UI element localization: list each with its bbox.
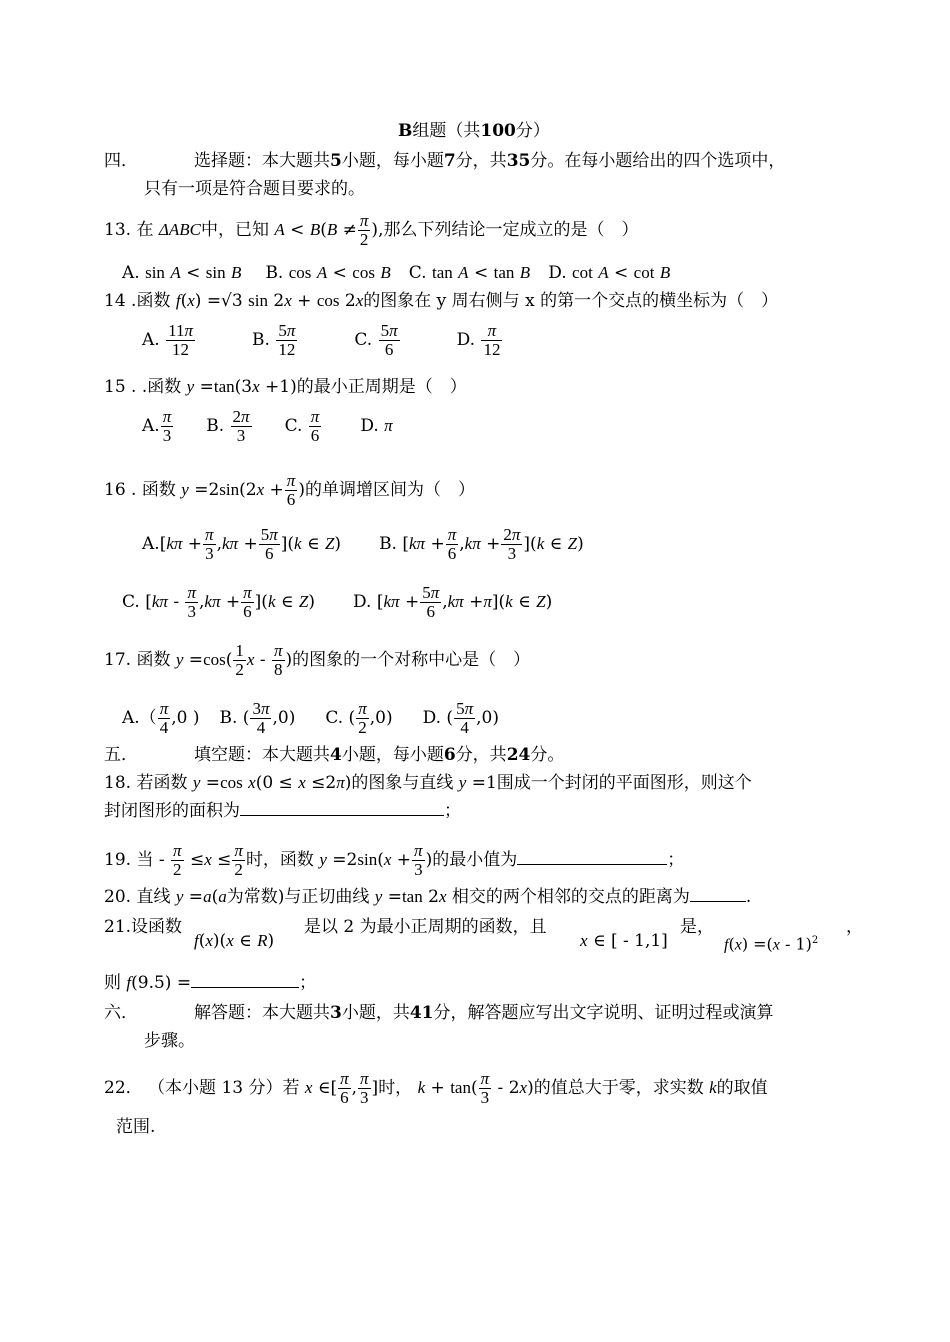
question-15: 15 . .函数 y =tan(3x +1)的最小正周期是（ ） [104, 377, 467, 397]
question-21-formula: f(x) =(x - 1)$^2$ [724, 934, 819, 954]
question-17-options: A.（ $\frac{\pi}{4}$ ,0 ) B. ( $\frac{3\pi}{4}$ ,0) C. ( $\frac{\pi}{2}$ ,0) D. ( $\frac{5\pi}{4}$ ,0) [122, 699, 499, 737]
question-21: 21.设函数 [104, 917, 183, 937]
question-18: 18. 若函数 y =cos x(0 ≤ x ≤2π)的图象与直线 y =1围成一个封闭的平面图形，则这个 [104, 773, 752, 793]
section-title: B组题（共100分） [398, 121, 550, 141]
question-21-fx: f(x)(x ∈ R) [194, 931, 275, 951]
question-21-end: ， [846, 917, 863, 937]
question-13: 13. 在 ΔABC中，已知 A < B(B ≠ $\frac{\pi}{2}$ ),那么下列结论一定成立的是（ ） [104, 211, 639, 249]
section-4-heading: 四． 选择题：本大题共5小题，每小题7分，共35分。在每小题给出的四个选项中， [104, 151, 786, 171]
answer-blank-20[interactable] [690, 901, 746, 902]
question-13-options: A. sin A < sin B B. cos A < cos B C. tan A < tan B D. cot A < cot B [122, 263, 671, 283]
section-4-label: 四． [104, 151, 138, 171]
question-22-line2: 范围. [116, 1117, 156, 1137]
question-21-mid2: 是， [680, 917, 714, 937]
question-14-options: A. $\frac{11\pi}{12}$ B. $\frac{5\pi}{12}$ C. $\frac{5\pi}{6}$ D. $\frac{\pi}{12}$ [142, 321, 501, 359]
question-14: 14 .函数 f(x) =√3 sin 2x + cos 2x的图象在 y 周右侧与 x 的第一个交点的横坐标为（ ） [104, 291, 779, 311]
answer-blank-18[interactable] [240, 815, 444, 816]
section-4-text2: 只有一项是符合题目要求的。 [144, 179, 365, 199]
section-6-text2: 步骤。 [144, 1031, 195, 1051]
question-21-line2: 则 f(9.5) = ； [104, 973, 317, 993]
question-21-domain: x ∈ [ - 1,1] [580, 931, 668, 951]
answer-blank-21[interactable] [191, 987, 299, 988]
question-20: 20. 直线 y =a(a为常数)与正切曲线 y =tan 2x 相交的两个相邻的交点的距离为 . [104, 887, 752, 907]
question-17: 17. 函数 y =cos( $\frac{1}{2}$ x - $\frac{\pi}{8}$ )的图象的一个对称中心是（ ） [104, 641, 531, 679]
question-18-line2: 封闭图形的面积为 ； [104, 801, 461, 821]
section-5-heading: 五． 填空题：本大题共4小题，每小题6分，共24分。 [104, 745, 565, 765]
section-6-heading: 六． 解答题：本大题共3小题，共41分，解答题应写出文字说明、证明过程或演算 [104, 1003, 774, 1023]
question-16-options-ab: A.[kπ + $\frac{\pi}{3}$ ,kπ + $\frac{5\pi}{6}$ ](k ∈ Z) B. [kπ + $\frac{\pi}{6}$ ,kπ + $\frac{2\pi}{3}$ ](k ∈ Z) [142, 525, 584, 563]
question-19: 19. 当 - $\frac{\pi}{2}$ ≤x ≤ $\frac{\pi}{2}$ 时，函数 y =2sin(x + $\frac{\pi}{3}$ )的最小值为 ； [104, 841, 685, 879]
answer-blank-19[interactable] [517, 864, 667, 865]
question-16-options-cd: C. [kπ - $\frac{\pi}{3}$ ,kπ + $\frac{\pi}{6}$ ](k ∈ Z) D. [kπ + $\frac{5\pi}{6}$ ,kπ +π](k ∈ Z) [122, 583, 553, 621]
question-22: 22． （本小题 13 分）若 x ∈[ $\frac{\pi}{6}$ , $\frac{\pi}{3}$ ]时， k + tan( $\frac{\pi}{3}$ - 2x)的值总大于零，求实数 k的取值 [104, 1069, 768, 1107]
question-16: 16 . 函数 y =2sin(2x + $\frac{\pi}{6}$ )的单调增区间为（ ） [104, 471, 475, 509]
question-15-options: A. $\frac{\pi}{3}$ B. $\frac{2\pi}{3}$ C. $\frac{\pi}{6}$ D. π [142, 407, 393, 445]
question-21-mid: 是以 2 为最小正周期的函数，且 [304, 917, 547, 937]
